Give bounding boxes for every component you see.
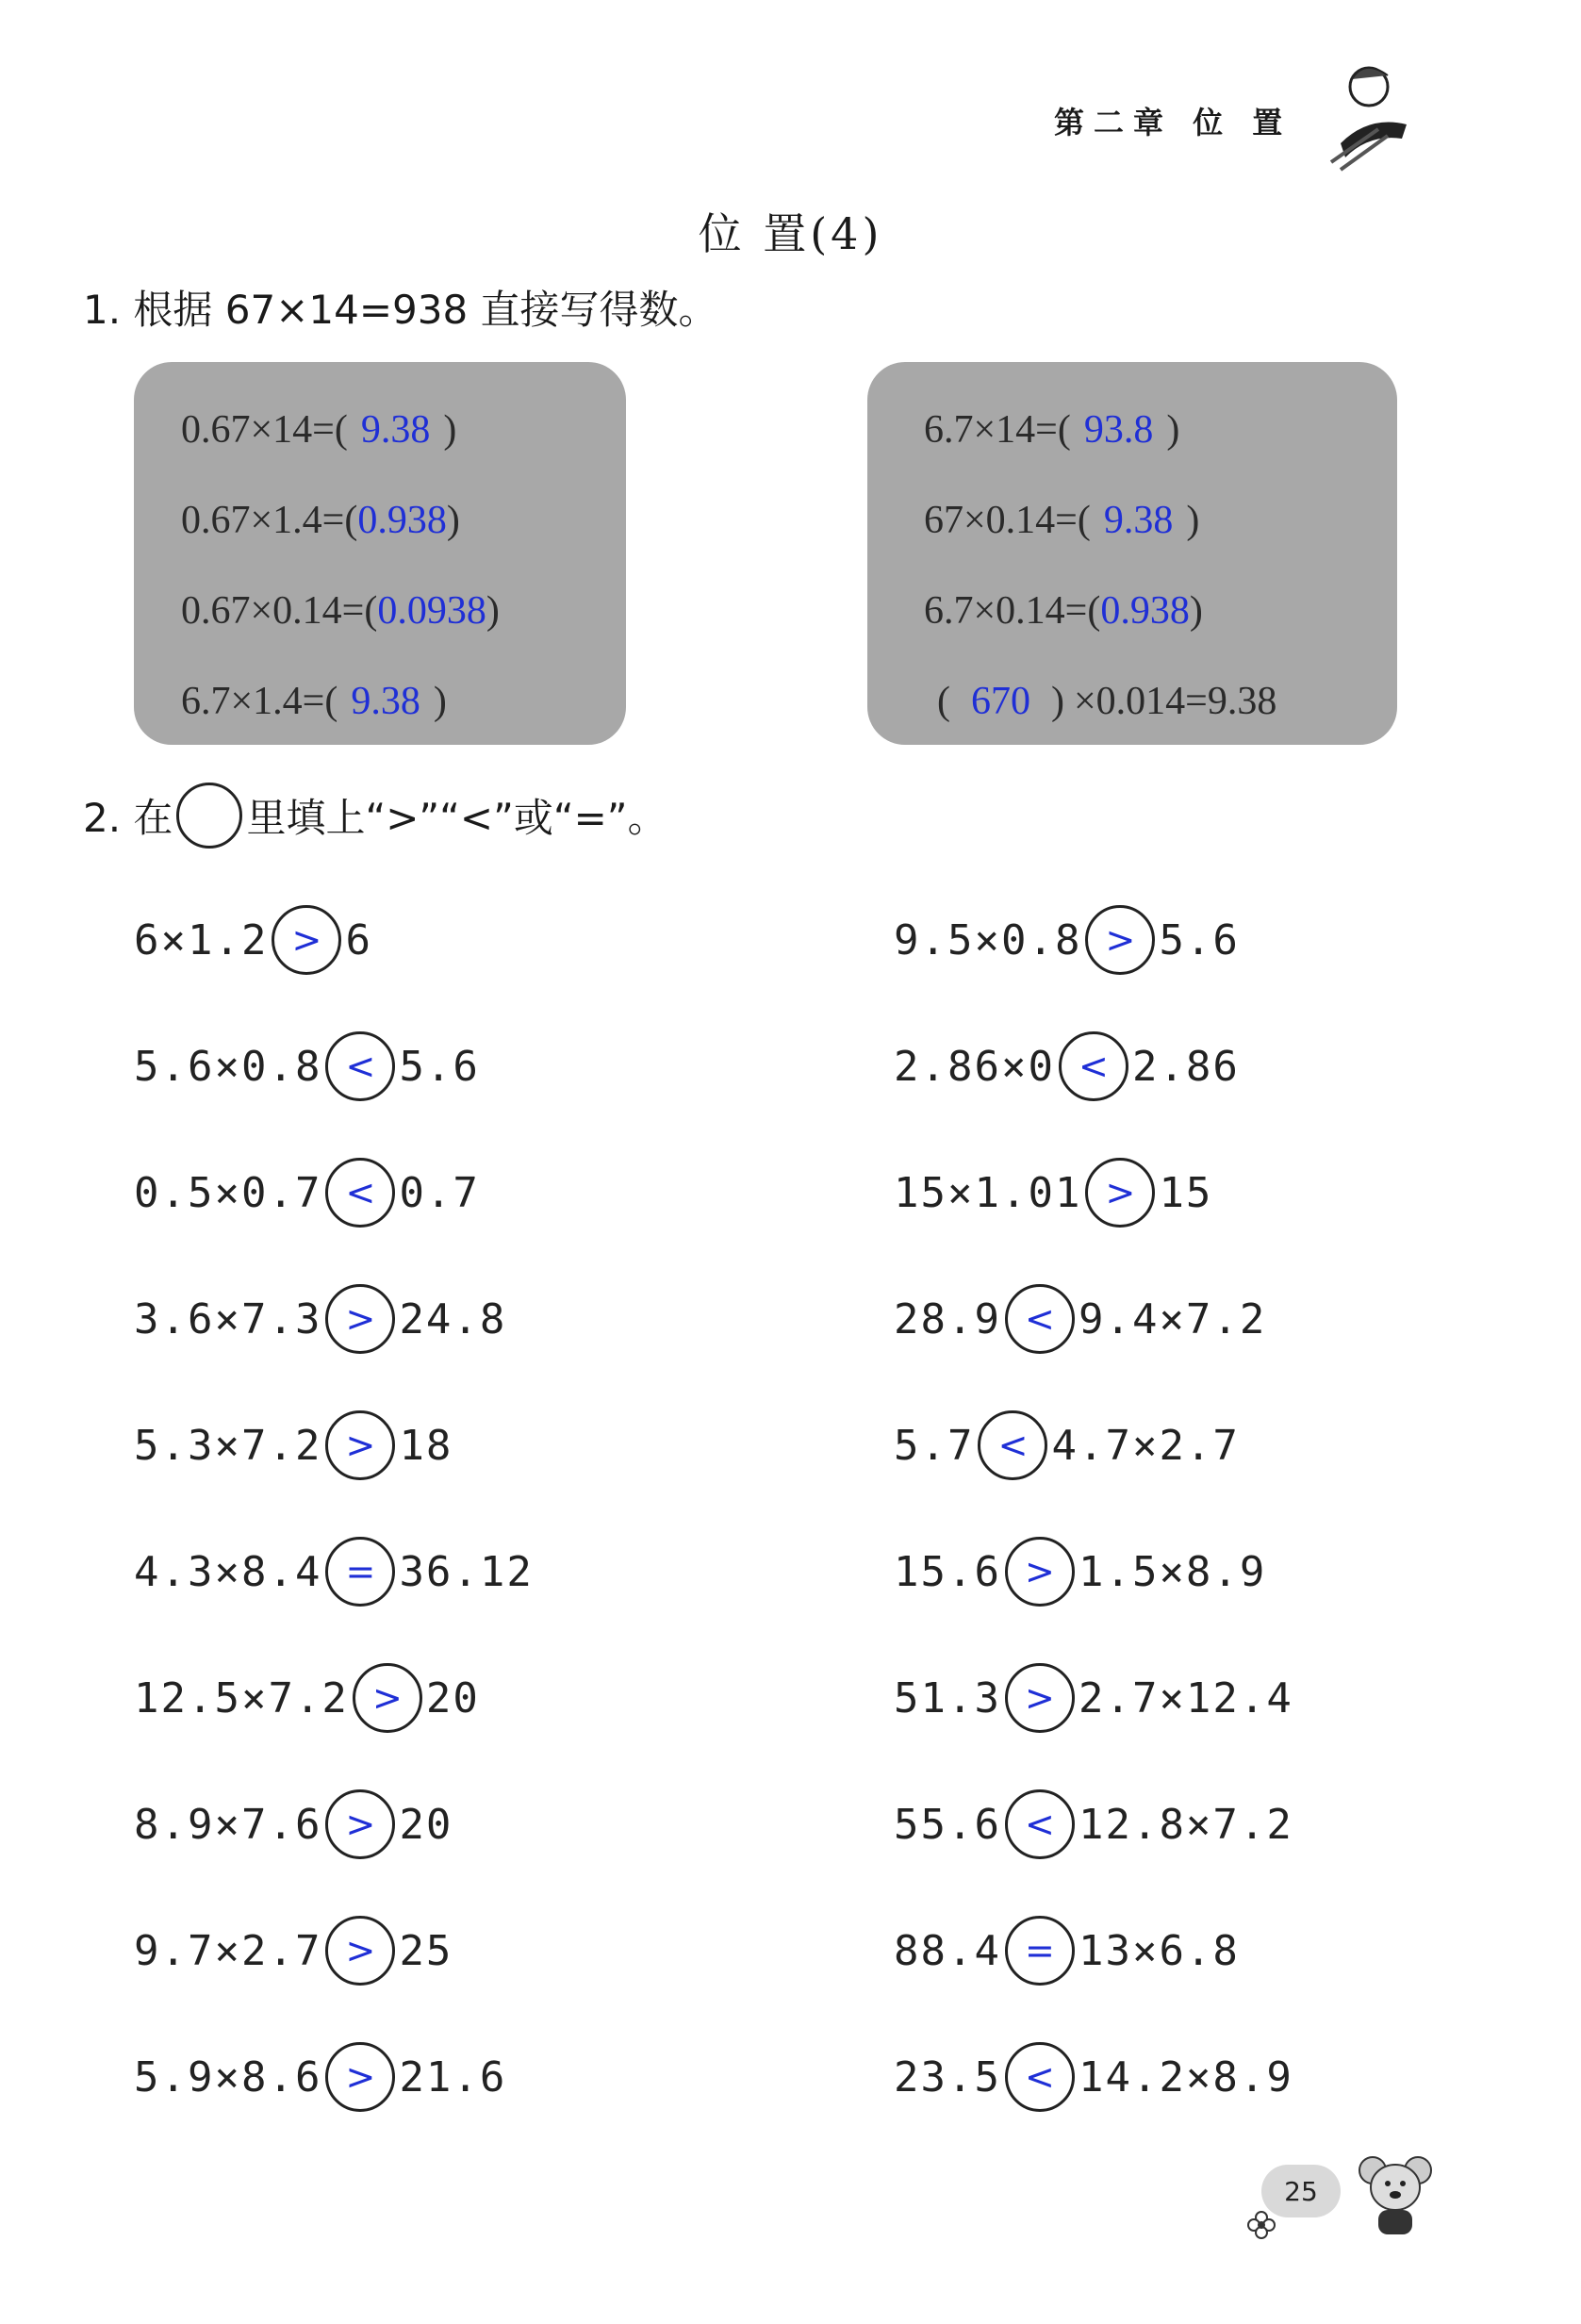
answer-circle[interactable]: > — [1005, 1537, 1075, 1607]
calc-line: 67×0.14=( 9.38 ) — [924, 499, 1200, 542]
answer: 670 — [971, 680, 1030, 723]
comparison-row: 5.6×0.8 < 5.6 — [134, 1003, 747, 1129]
comparison-row: 12.5×7.2 > 20 — [134, 1635, 747, 1761]
answer-circle[interactable]: < — [325, 1158, 395, 1228]
calc-line: 0.67×1.4=(0.938) — [181, 499, 460, 542]
comparison-row: 5.3×7.2 > 18 — [134, 1382, 747, 1508]
comparison-row: 5.7 < 4.7×2.7 — [894, 1382, 1507, 1508]
answer-circle[interactable]: > — [272, 905, 341, 975]
comparison-row: 4.3×8.4 = 36.12 — [134, 1508, 747, 1635]
comparison-row: 55.6 < 12.8×7.2 — [894, 1761, 1507, 1887]
comparison-row: 9.5×0.8 > 5.6 — [894, 877, 1507, 1003]
answer-circle[interactable]: > — [325, 1284, 395, 1354]
comparison-row: 0.5×0.7 < 0.7 — [134, 1129, 747, 1256]
answer-circle[interactable]: > — [325, 1789, 395, 1859]
answer-circle[interactable]: < — [1005, 2042, 1075, 2112]
comparison-row: 23.5 < 14.2×8.9 — [894, 2014, 1507, 2140]
comparison-row: 88.4 = 13×6.8 — [894, 1887, 1507, 2014]
calc-line: 6.7×0.14=(0.938) — [924, 589, 1203, 633]
answer: 0.0938 — [377, 589, 486, 633]
comparison-row: 51.3 > 2.7×12.4 — [894, 1635, 1507, 1761]
calc-line: 6.7×1.4=( 9.38 ) — [181, 680, 447, 723]
answer: 93.8 — [1083, 408, 1154, 452]
calc-box-left — [134, 362, 626, 745]
comparison-row: 2.86×0 < 2.86 — [894, 1003, 1507, 1129]
calc-line: 0.67×14=( 9.38 ) — [181, 408, 457, 452]
page-title: 位 置(4) — [698, 208, 883, 259]
calc-box-right — [867, 362, 1397, 745]
answer-circle[interactable]: < — [1059, 1031, 1128, 1101]
answer-circle[interactable]: > — [325, 2042, 395, 2112]
answer-circle[interactable]: > — [325, 1916, 395, 1986]
comparison-row: 28.9 < 9.4×7.2 — [894, 1256, 1507, 1382]
comparison-row: 15×1.01 > 15 — [894, 1129, 1507, 1256]
comparison-row: 6×1.2 > 6 — [134, 877, 747, 1003]
answer: 9.38 — [1103, 499, 1174, 542]
answer-circle[interactable]: > — [325, 1410, 395, 1480]
question-2-prompt: 2. 在 里填上“>”“<”或“=”。 — [83, 783, 667, 849]
comparison-row: 9.7×2.7 > 25 — [134, 1887, 747, 2014]
page-number: 25 — [1261, 2165, 1341, 2217]
mascot-koala-icon — [1358, 2150, 1433, 2244]
chapter-header: 第二章 位 置 — [1054, 105, 1293, 140]
answer-circle[interactable]: > — [1085, 1158, 1155, 1228]
blank-circle-icon — [176, 783, 242, 849]
comparison-row: 15.6 > 1.5×8.9 — [894, 1508, 1507, 1635]
comparison-row: 5.9×8.6 > 21.6 — [134, 2014, 747, 2140]
answer: 0.938 — [1100, 589, 1190, 633]
answer: 9.38 — [360, 408, 431, 452]
calc-line: 0.67×0.14=(0.0938) — [181, 589, 500, 633]
answer-circle[interactable]: = — [325, 1537, 395, 1607]
answer-circle[interactable]: < — [978, 1410, 1047, 1480]
answer-circle[interactable]: > — [1085, 905, 1155, 975]
mascot-girl-icon — [1312, 58, 1416, 172]
answer: 9.38 — [351, 680, 420, 723]
answer-circle[interactable]: < — [1005, 1284, 1075, 1354]
question-1-prompt: 1. 根据 67×14=938 直接写得数。 — [83, 287, 718, 333]
calc-line: ( 670 ) ×0.014=9.38 — [937, 680, 1277, 723]
comparison-row: 8.9×7.6 > 20 — [134, 1761, 747, 1887]
answer-circle[interactable]: < — [1005, 1789, 1075, 1859]
answer-circle[interactable]: < — [325, 1031, 395, 1101]
answer-circle[interactable]: > — [353, 1663, 422, 1733]
calc-line: 6.7×14=( 93.8 ) — [924, 408, 1180, 452]
answer-circle[interactable]: = — [1005, 1916, 1075, 1986]
comparison-column-right — [894, 877, 1507, 2140]
answer-circle[interactable]: > — [1005, 1663, 1075, 1733]
answer: 0.938 — [357, 499, 447, 542]
comparison-column-left — [134, 877, 747, 2140]
comparison-row: 3.6×7.3 > 24.8 — [134, 1256, 747, 1382]
